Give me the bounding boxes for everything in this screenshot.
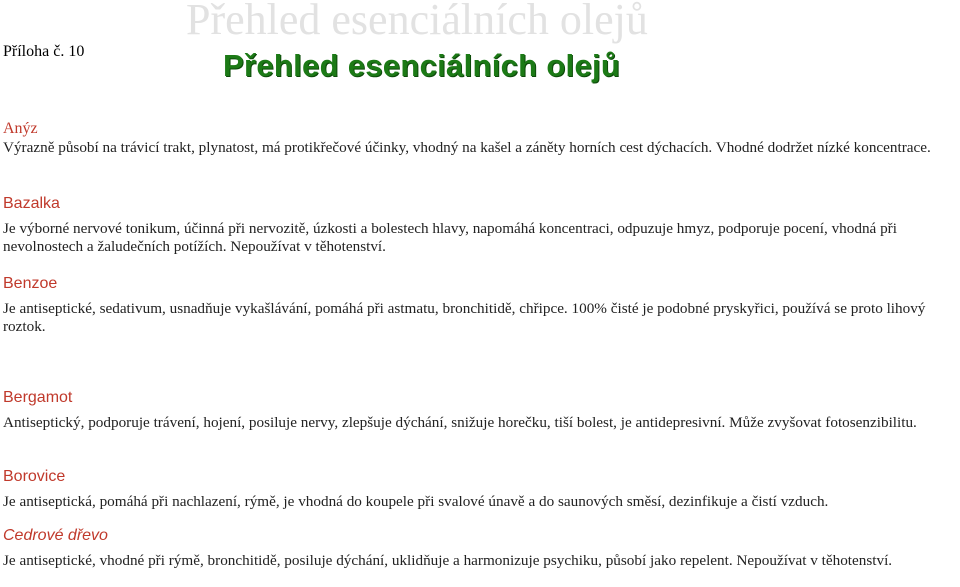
entry-heading: Bergamot (3, 389, 73, 406)
entry-text: Antiseptický, podporuje trávení, hojení, posiluje nervy, zlepšuje dýchání, snižuje horečku, tiší bolest, je antidepresivní. Může zvyšovat fotosenzibilitu. (3, 414, 917, 431)
attachment-label: Příloha č. 10 (3, 43, 85, 60)
entry-benzoe (3, 274, 958, 336)
title-shadow: Přehled esenciálních olejů (186, 0, 648, 44)
entry-heading: Borovice (3, 468, 66, 485)
entry-text: Je antiseptická, pomáhá při nachlazení, rýmě, je vhodná do koupele při svalové únavě a do saunových směsí, dezinfikuje a čistí vzduch. (3, 493, 829, 510)
entry-cedrove-drevo (3, 526, 958, 570)
entry-text: Výrazně působí na trávicí trakt, plynatost, má protikřečové účinky, vhodný na kašel a záněty horních cest dýchacích. Vhodné dodržet nízké koncentrace. (3, 139, 931, 156)
page-title: Přehled esenciálních olejů (223, 48, 621, 83)
entry-bazalka (3, 194, 958, 256)
entry-text: Je výborné nervové tonikum, účinná při nervozitě, úzkosti a bolestech hlavy, napomáhá koncentraci, odpuzuje hmyz, podporuje pocení, vhodná při nevolnostech a žaludečních potížích. Nepoužívat v těhotenství. (3, 220, 897, 255)
entry-heading: Benzoe (3, 275, 58, 292)
entry-borovice (3, 467, 958, 511)
entry-heading: Anýz (3, 120, 38, 137)
entry-text: Je antiseptické, sedativum, usnadňuje vykašlávání, pomáhá při astmatu, bronchitidě, chřipce. 100% čisté je podobné pryskyřici, používá se proto lihový roztok. (3, 300, 926, 335)
document-header (0, 0, 960, 110)
entry-anyz (3, 119, 958, 157)
entry-bergamot (3, 388, 958, 432)
entry-heading: Bazalka (3, 195, 60, 212)
entry-heading: Cedrové dřevo (3, 527, 108, 544)
entry-text: Je antiseptické, vhodné při rýmě, bronchitidě, posiluje dýchání, uklidňuje a harmonizuje psychiku, působí jako repelent. Nepoužívat v těhotenství. (3, 552, 893, 569)
